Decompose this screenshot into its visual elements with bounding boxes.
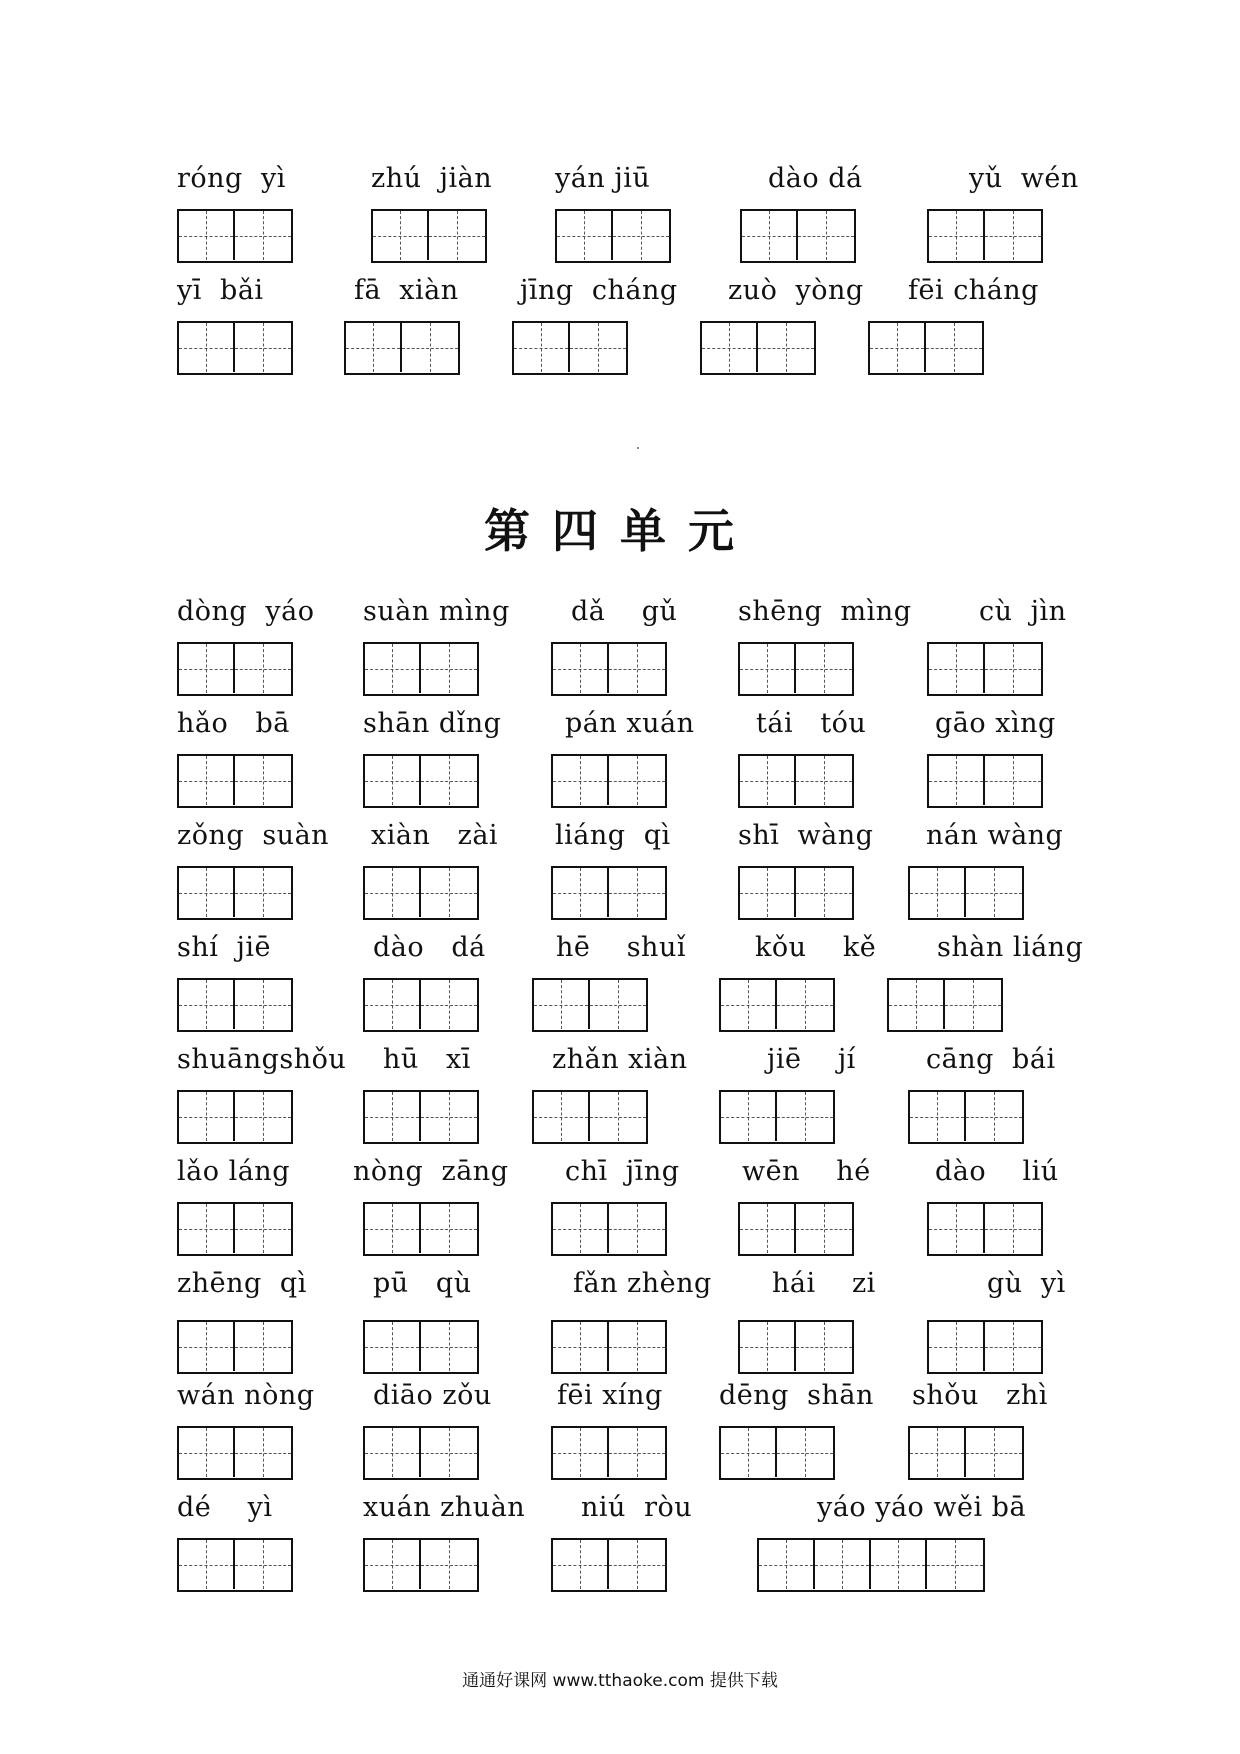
character-boxes[interactable]: [719, 1090, 835, 1144]
character-cell[interactable]: [557, 211, 613, 260]
character-cell[interactable]: [235, 1322, 291, 1371]
character-cell[interactable]: [553, 756, 609, 805]
character-cell[interactable]: [421, 1540, 477, 1589]
pinyin-label: shí jiē: [177, 932, 272, 963]
pinyin-label: shān dǐng: [363, 708, 502, 739]
pinyin-label: kǒu kě: [755, 932, 877, 963]
character-boxes[interactable]: [363, 642, 479, 696]
character-boxes[interactable]: [551, 754, 667, 808]
character-cell[interactable]: [871, 1540, 927, 1589]
character-boxes[interactable]: [927, 209, 1043, 263]
pinyin-label: zǒng suàn: [177, 820, 330, 851]
character-cell[interactable]: [421, 1092, 477, 1141]
pinyin-label: gù yì: [987, 1268, 1066, 1299]
character-cell[interactable]: [758, 323, 814, 372]
character-boxes[interactable]: [177, 321, 293, 375]
character-boxes[interactable]: [363, 1538, 479, 1592]
character-boxes[interactable]: [363, 1320, 479, 1374]
character-cell[interactable]: [553, 1540, 609, 1589]
character-cell[interactable]: [179, 1092, 235, 1141]
character-cell[interactable]: [235, 756, 291, 805]
pinyin-label: zhǎn xiàn: [552, 1044, 688, 1075]
pinyin-label: liáng qì: [555, 820, 671, 851]
pinyin-label: cāng bái: [926, 1044, 1056, 1075]
character-boxes[interactable]: [177, 209, 293, 263]
character-cell[interactable]: [179, 756, 235, 805]
pinyin-label: wēn hé: [742, 1156, 871, 1187]
pinyin-label: fēi xíng: [557, 1380, 663, 1411]
character-boxes[interactable]: [551, 642, 667, 696]
character-cell[interactable]: [235, 1204, 291, 1253]
character-boxes[interactable]: [908, 866, 1024, 920]
character-cell[interactable]: [179, 1428, 235, 1477]
character-cell[interactable]: [740, 644, 796, 693]
character-cell[interactable]: [179, 644, 235, 693]
character-cell[interactable]: [553, 1204, 609, 1253]
character-cell[interactable]: [927, 1540, 983, 1589]
character-boxes[interactable]: [757, 1538, 985, 1592]
character-cell[interactable]: [777, 1092, 833, 1141]
character-cell[interactable]: [740, 756, 796, 805]
pinyin-label: dào dá: [373, 932, 486, 963]
character-cell[interactable]: [179, 1204, 235, 1253]
character-cell[interactable]: [929, 1204, 985, 1253]
character-cell[interactable]: [985, 644, 1041, 693]
character-cell[interactable]: [365, 1092, 421, 1141]
character-cell[interactable]: [889, 980, 945, 1029]
character-cell[interactable]: [553, 644, 609, 693]
pinyin-label: dēng shān: [719, 1380, 874, 1411]
unit-title: 第四单元: [484, 504, 756, 558]
character-cell[interactable]: [373, 211, 429, 260]
character-boxes[interactable]: [551, 1202, 667, 1256]
character-boxes[interactable]: [868, 321, 984, 375]
character-boxes[interactable]: [719, 978, 835, 1032]
character-boxes[interactable]: [700, 321, 816, 375]
character-cell[interactable]: [796, 1322, 852, 1371]
character-boxes[interactable]: [363, 1090, 479, 1144]
character-boxes[interactable]: [738, 866, 854, 920]
character-cell[interactable]: [235, 1092, 291, 1141]
pinyin-label: yī bǎi: [177, 275, 264, 306]
character-cell[interactable]: [179, 980, 235, 1029]
pinyin-label: nòng zāng: [353, 1156, 509, 1187]
character-boxes[interactable]: [363, 866, 479, 920]
character-cell[interactable]: [985, 1204, 1041, 1253]
character-cell[interactable]: [421, 756, 477, 805]
character-cell[interactable]: [815, 1540, 871, 1589]
pinyin-label: pū qù: [373, 1268, 472, 1299]
character-boxes[interactable]: [551, 1538, 667, 1592]
character-boxes[interactable]: [887, 978, 1003, 1032]
pinyin-label: chī jīng: [565, 1156, 680, 1187]
character-cell[interactable]: [421, 1322, 477, 1371]
pinyin-label: pán xuán: [565, 708, 695, 739]
pinyin-label: diāo zǒu: [373, 1380, 492, 1411]
character-cell[interactable]: [929, 211, 985, 260]
character-cell[interactable]: [721, 1428, 777, 1477]
character-cell[interactable]: [742, 211, 798, 260]
character-boxes[interactable]: [363, 1426, 479, 1480]
character-cell[interactable]: [796, 1204, 852, 1253]
mark: [637, 447, 639, 449]
character-boxes[interactable]: [177, 1538, 293, 1592]
character-boxes[interactable]: [344, 321, 460, 375]
pinyin-label: róng yì: [177, 163, 286, 194]
character-boxes[interactable]: [927, 1202, 1043, 1256]
character-cell[interactable]: [609, 756, 665, 805]
character-cell[interactable]: [553, 1428, 609, 1477]
character-cell[interactable]: [759, 1540, 815, 1589]
character-cell[interactable]: [179, 323, 235, 372]
pinyin-label: shī wàng: [738, 820, 874, 851]
pinyin-label: suàn mìng: [363, 596, 510, 627]
character-cell[interactable]: [721, 1092, 777, 1141]
character-cell[interactable]: [402, 323, 458, 372]
pinyin-label: dào liú: [935, 1156, 1059, 1187]
character-boxes[interactable]: [177, 1320, 293, 1374]
pinyin-label: hē shuǐ: [556, 932, 686, 963]
pinyin-label: fā xiàn: [354, 275, 459, 306]
character-boxes[interactable]: [927, 1320, 1043, 1374]
character-cell[interactable]: [590, 980, 646, 1029]
pinyin-label: tái tóu: [756, 708, 867, 739]
character-boxes[interactable]: [551, 1320, 667, 1374]
character-cell[interactable]: [929, 756, 985, 805]
character-cell[interactable]: [365, 1204, 421, 1253]
character-cell[interactable]: [421, 980, 477, 1029]
character-cell[interactable]: [421, 1204, 477, 1253]
character-cell[interactable]: [985, 211, 1041, 260]
character-cell[interactable]: [235, 211, 291, 260]
pinyin-label: wán nòng: [177, 1380, 315, 1411]
footer-credit: 通通好课网 www.tthaoke.com 提供下载: [462, 1671, 778, 1691]
character-boxes[interactable]: [177, 1426, 293, 1480]
character-cell[interactable]: [721, 980, 777, 1029]
character-cell[interactable]: [514, 323, 570, 372]
character-cell[interactable]: [740, 1322, 796, 1371]
character-cell[interactable]: [235, 644, 291, 693]
character-cell[interactable]: [929, 644, 985, 693]
character-cell[interactable]: [702, 323, 758, 372]
character-boxes[interactable]: [738, 1202, 854, 1256]
character-cell[interactable]: [365, 644, 421, 693]
character-cell[interactable]: [235, 323, 291, 372]
character-cell[interactable]: [609, 1322, 665, 1371]
pinyin-label: shǒu zhì: [912, 1380, 1048, 1411]
pinyin-label: dào dá: [768, 163, 863, 194]
character-cell[interactable]: [365, 1540, 421, 1589]
pinyin-label: hái zi: [772, 1268, 876, 1299]
character-cell[interactable]: [235, 868, 291, 917]
character-cell[interactable]: [796, 644, 852, 693]
character-boxes[interactable]: [927, 754, 1043, 808]
character-cell[interactable]: [421, 1428, 477, 1477]
character-cell[interactable]: [966, 1428, 1022, 1477]
character-cell[interactable]: [609, 1204, 665, 1253]
character-boxes[interactable]: [738, 1320, 854, 1374]
character-boxes[interactable]: [551, 866, 667, 920]
pinyin-label: lǎo láng: [177, 1156, 290, 1187]
character-boxes[interactable]: [177, 978, 293, 1032]
character-cell[interactable]: [609, 1540, 665, 1589]
pinyin-label: jiē jí: [767, 1044, 856, 1075]
pinyin-label: fēi cháng: [908, 275, 1039, 306]
character-cell[interactable]: [365, 868, 421, 917]
pinyin-label: niú ròu: [581, 1492, 693, 1523]
character-boxes[interactable]: [532, 1090, 648, 1144]
character-boxes[interactable]: [719, 1426, 835, 1480]
character-cell[interactable]: [910, 1428, 966, 1477]
character-boxes[interactable]: [363, 1202, 479, 1256]
character-boxes[interactable]: [177, 1090, 293, 1144]
pinyin-label: yǔ wén: [969, 163, 1079, 194]
character-cell[interactable]: [534, 1092, 590, 1141]
character-cell[interactable]: [985, 1322, 1041, 1371]
pinyin-label: yáo yáo wěi bā: [817, 1492, 1027, 1523]
pinyin-label: xiàn zài: [371, 820, 499, 851]
character-cell[interactable]: [534, 980, 590, 1029]
character-cell[interactable]: [365, 1428, 421, 1477]
character-boxes[interactable]: [740, 209, 856, 263]
character-cell[interactable]: [613, 211, 669, 260]
character-boxes[interactable]: [908, 1090, 1024, 1144]
character-cell[interactable]: [777, 980, 833, 1029]
character-boxes[interactable]: [371, 209, 487, 263]
character-cell[interactable]: [553, 868, 609, 917]
character-cell[interactable]: [421, 644, 477, 693]
character-cell[interactable]: [346, 323, 402, 372]
character-cell[interactable]: [609, 1428, 665, 1477]
character-boxes[interactable]: [551, 1426, 667, 1480]
character-cell[interactable]: [796, 868, 852, 917]
pinyin-label: yán jiū: [555, 163, 651, 194]
pinyin-label: shēng mìng: [738, 596, 912, 627]
character-cell[interactable]: [740, 868, 796, 917]
character-cell[interactable]: [740, 1204, 796, 1253]
pinyin-label: nán wàng: [926, 820, 1064, 851]
character-cell[interactable]: [796, 756, 852, 805]
character-cell[interactable]: [609, 644, 665, 693]
character-cell[interactable]: [235, 980, 291, 1029]
character-cell[interactable]: [365, 980, 421, 1029]
character-cell[interactable]: [985, 756, 1041, 805]
character-cell[interactable]: [929, 1322, 985, 1371]
character-boxes[interactable]: [177, 642, 293, 696]
pinyin-label: zhēng qì: [177, 1268, 307, 1299]
character-cell[interactable]: [421, 868, 477, 917]
character-cell[interactable]: [590, 1092, 646, 1141]
pinyin-label: hǎo bā: [177, 708, 290, 739]
character-cell[interactable]: [945, 980, 1001, 1029]
pinyin-label: zuò yòng: [728, 275, 864, 306]
character-cell[interactable]: [429, 211, 485, 260]
pinyin-label: zhú jiàn: [371, 163, 493, 194]
pinyin-label: fǎn zhèng: [573, 1268, 712, 1299]
character-cell[interactable]: [365, 756, 421, 805]
character-cell[interactable]: [777, 1428, 833, 1477]
pinyin-label: dé yì: [177, 1492, 273, 1523]
pinyin-label: dǎ gǔ: [571, 596, 678, 627]
pinyin-label: shàn liáng: [937, 932, 1084, 963]
character-boxes[interactable]: [738, 642, 854, 696]
character-cell[interactable]: [179, 868, 235, 917]
character-boxes[interactable]: [532, 978, 648, 1032]
character-boxes[interactable]: [177, 1202, 293, 1256]
character-cell[interactable]: [570, 323, 626, 372]
pinyin-label: dòng yáo: [177, 596, 315, 627]
character-boxes[interactable]: [363, 754, 479, 808]
character-cell[interactable]: [553, 1322, 609, 1371]
pinyin-label: jīng cháng: [520, 275, 678, 306]
character-boxes[interactable]: [177, 754, 293, 808]
character-cell[interactable]: [179, 1322, 235, 1371]
character-cell[interactable]: [235, 1428, 291, 1477]
character-cell[interactable]: [798, 211, 854, 260]
character-cell[interactable]: [966, 1092, 1022, 1141]
character-cell[interactable]: [365, 1322, 421, 1371]
character-cell[interactable]: [870, 323, 926, 372]
character-boxes[interactable]: [512, 321, 628, 375]
pinyin-label: hū xī: [383, 1044, 471, 1075]
character-cell[interactable]: [235, 1540, 291, 1589]
character-boxes[interactable]: [555, 209, 671, 263]
pinyin-label: shuāngshǒu: [177, 1044, 347, 1075]
character-cell[interactable]: [179, 1540, 235, 1589]
character-boxes[interactable]: [363, 978, 479, 1032]
character-boxes[interactable]: [908, 1426, 1024, 1480]
character-boxes[interactable]: [177, 866, 293, 920]
pinyin-label: gāo xìng: [935, 708, 1056, 739]
pinyin-label: cù jìn: [979, 596, 1067, 627]
character-cell[interactable]: [179, 211, 235, 260]
character-cell[interactable]: [910, 868, 966, 917]
character-cell[interactable]: [966, 868, 1022, 917]
character-boxes[interactable]: [738, 754, 854, 808]
character-boxes[interactable]: [927, 642, 1043, 696]
pinyin-label: xuán zhuàn: [363, 1492, 526, 1523]
character-cell[interactable]: [910, 1092, 966, 1141]
character-cell[interactable]: [609, 868, 665, 917]
character-cell[interactable]: [926, 323, 982, 372]
